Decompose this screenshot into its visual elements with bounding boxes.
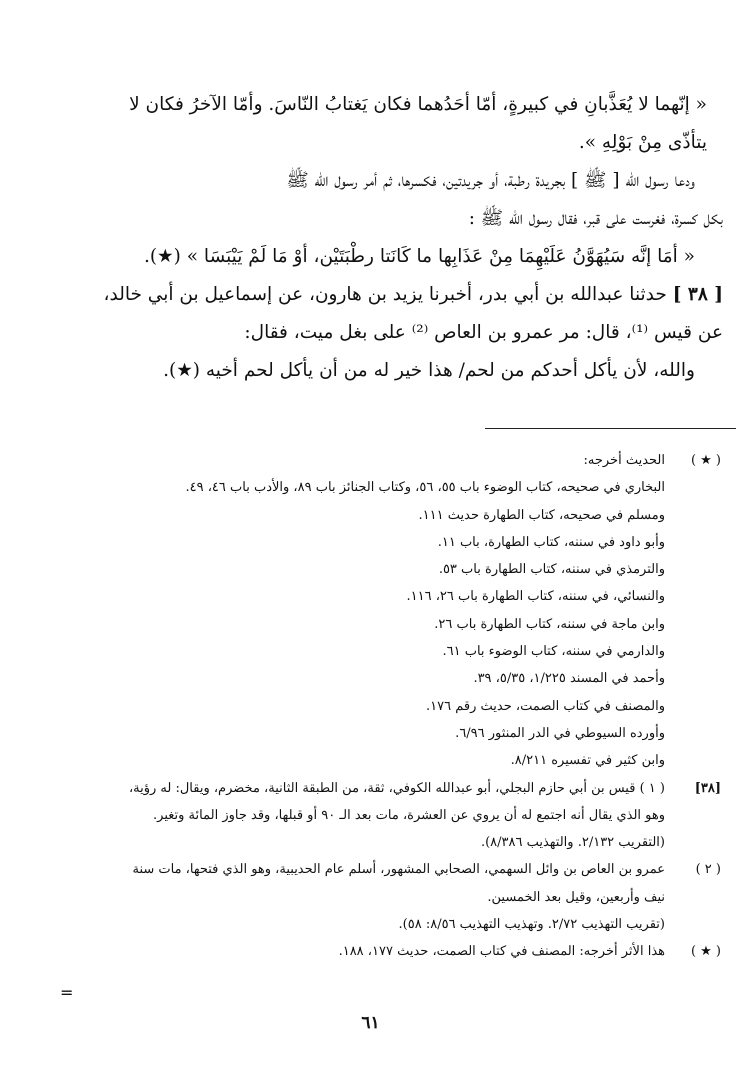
footnote-line: والمصنف في كتاب الصمت، حديث رقم ١٧٦.	[426, 698, 665, 714]
text-line: حدثنا عبدالله بن أبي بدر، أخبرنا يزيد بن هارون، عن إسماعيل بن أبي خالد،	[103, 284, 667, 305]
footnote-line: (تقريب التهذيب ٢/٧٢. وتهذيب التهذيب ٨/٥٦: ٥٨).	[398, 917, 665, 933]
footnote-line: وهو الذي يقال أنه اجتمع له أن يروي عن العشرة، مات بعد الـ ٩٠ أو قبلها، وقد جاوز المائة وتغير.	[153, 807, 665, 823]
footnote-line: (التقريب ٢/١٣٢. والتهذيب ٨/٣٨٦).	[480, 835, 665, 851]
hadith-paragraph	[22, 86, 723, 162]
footnote-line: وابن كثير في تفسيره ٨/٢١١.	[510, 753, 665, 769]
athar-paragraph	[22, 352, 723, 390]
footnote-marker: ( ★ )	[690, 944, 721, 960]
continuation-mark: =	[60, 983, 74, 1002]
footnote-line: عمرو بن العاص بن وائل السهمي، الصحابي المشهور، أسلم عام الحديبية، وهو الذي فتحها، مات سنة	[132, 862, 665, 878]
text-line: بكل كسرة، فغرست على قبر، فقال رسول الله ﷺ :	[468, 208, 723, 229]
text-line: يتأذّى مِنْ بَوْلِهِ ».	[578, 132, 707, 153]
hadith-quote	[22, 238, 723, 276]
footnote-marker: ( ٢ )	[695, 862, 721, 878]
footnote-line: والترمذي في سننه، كتاب الطهارة باب ٥٣.	[438, 562, 665, 578]
footnote-line: نيف وأربعين، وقيل بعد الخمسين.	[487, 889, 665, 905]
footnote-line: البخاري في صحيحه، كتاب الوضوء باب ٥٥، ٥٦، وكتاب الجنائز باب ٨٩، والأدب باب ٤٦، ٤٩.	[185, 480, 665, 496]
footnote-line: وأورده السيوطي في الدر المنثور ٦/٩٦.	[455, 725, 665, 741]
footnote-star-2	[22, 938, 721, 965]
footnote-2	[22, 856, 721, 938]
footnote-sub-marker: ( ١ )	[639, 780, 665, 796]
footnotes	[22, 447, 721, 966]
narration-paragraph	[22, 162, 723, 238]
page-number: ٦١	[361, 1013, 380, 1033]
footnote-line: والدارمي في سننه، كتاب الوضوء باب ٦١.	[442, 644, 665, 660]
footnote-marker: [٣٨]	[694, 780, 721, 796]
footnote-line: والنسائي، في سننه، كتاب الطهارة باب ٢٦، ١١٦.	[406, 589, 665, 605]
footnote-line: وأحمد في المسند ١/٢٢٥، ٥/٣٥، ٣٩.	[473, 671, 665, 687]
footnote-line: وابن ماجة في سننه، كتاب الطهارة باب ٢٦.	[434, 616, 665, 632]
text-line: عن قيس ⁽¹⁾، قال: مر عمرو بن العاص ⁽²⁾ على بغل ميت، فقال:	[244, 322, 723, 343]
footnote-line: وأبو داود في سننه، كتاب الطهارة، باب ١١.	[437, 534, 665, 550]
narration-38	[22, 276, 723, 352]
hadith-number: [ ٣٨ ]	[672, 284, 723, 305]
footnote-line: الحديث أخرجه:	[583, 453, 665, 468]
footnote-38	[22, 775, 721, 857]
footnote-marker: ( ★ )	[690, 453, 721, 468]
main-text	[22, 86, 723, 390]
text-line: والله، لأن يأكل أحدكم من لحم/ هذا خير له من أن يأكل لحم أخيه (★).	[163, 360, 695, 381]
footnote-divider	[485, 428, 736, 429]
footnote-line: هذا الأثر أخرجه: المصنف في كتاب الصمت، حديث ١٧٧، ١٨٨.	[338, 944, 665, 960]
text-line: ودعا رسول الله [ ﷺ ] بجريدة رطبة، أو جريدتين، فكسرها، ثم أمر رسول الله ﷺ	[286, 170, 695, 191]
footnote-line: قيس بن أبي حازم البجلي، أبو عبدالله الكوفي، ثقة، من الطبقة الثانية، مخضرم، ويقال: له رؤية،	[128, 780, 636, 796]
text-line: « إنّهما لا يُعَذَّبانِ في كبيرةٍ، أمّا أحَدُهما فكان يَغتابُ النّاسَ. وأمّا الآخرُ فكان لا	[129, 94, 707, 115]
text-line: « أمَا إنَّه سَيُهَوَّنُ عَلَيْهِمَا مِنْ عَذَابِها ما كَانَتا رطْبَتَيْن، أوْ مَا لَمْ يَيْبَسَا » (★).	[143, 246, 695, 267]
footnote-line: ومسلم في صحيحه، كتاب الطهارة حديث ١١١.	[418, 507, 665, 523]
footnote-star	[22, 447, 721, 775]
